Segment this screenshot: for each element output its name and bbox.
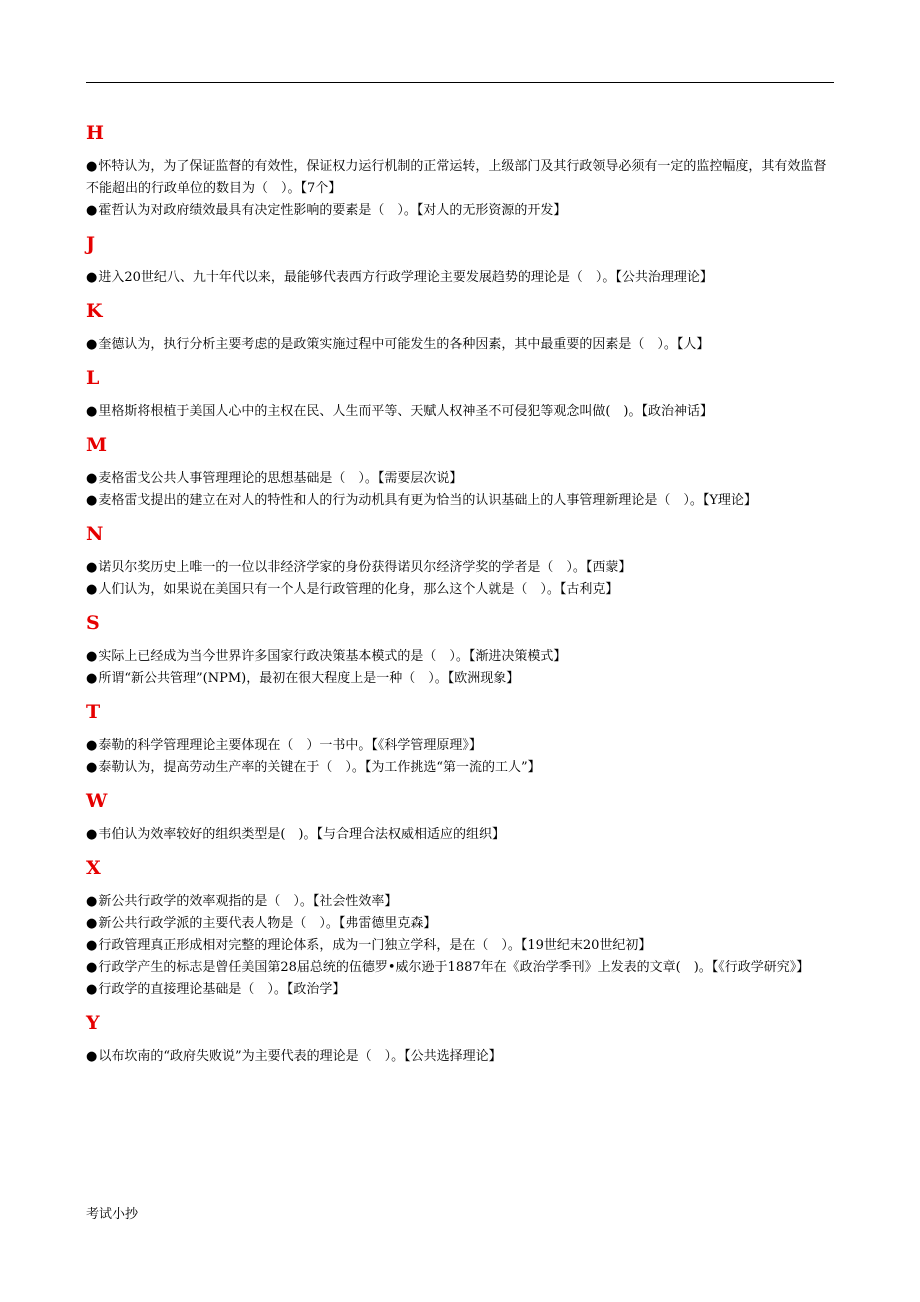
question-text: 诺贝尔奖历史上唯一的一位以非经济学家的身份获得诺贝尔经济学奖的学者是（ ）。【西蒙】 — [98, 560, 632, 575]
section-letter: J — [86, 233, 95, 255]
section-w — [86, 790, 834, 846]
document-body — [86, 118, 834, 1068]
question-item — [86, 200, 834, 222]
question-item — [86, 935, 834, 957]
page-footer: 考试小抄 — [86, 1207, 139, 1222]
question-text: 怀特认为，为了保证监督的有效性，保证权力运行机制的正常运转，上级部门及其行政领导必须有一定的监控幅度，其有效监督不能超出的行政单位的数目为（ ）。【7个】 — [86, 159, 827, 196]
question-item — [86, 957, 834, 979]
question-item — [86, 757, 834, 779]
header-rule — [86, 82, 834, 83]
question-item — [86, 156, 834, 200]
question-list — [86, 468, 834, 512]
section-letter: T — [86, 701, 101, 723]
question-text: 奎德认为，执行分析主要考虑的是政策实施过程中可能发生的各种因素，其中最重要的因素是（ ）。【人】 — [98, 337, 710, 352]
question-text: 进入20世纪八、九十年代以来，最能够代表西方行政学理论主要发展趋势的理论是（ ）。【公共治理理论】 — [98, 270, 713, 285]
question-item — [86, 579, 834, 601]
section-h — [86, 122, 834, 222]
question-text: 麦格雷戈公共人事管理理论的思想基础是（ ）。【需要层次说】 — [98, 471, 463, 486]
question-item — [86, 979, 834, 1001]
question-text: 霍哲认为对政府绩效最具有决定性影响的要素是（ ）。【对人的无形资源的开发】 — [98, 203, 567, 218]
bullet-icon: ● — [86, 471, 98, 486]
bullet-icon: ● — [86, 203, 98, 218]
question-text: 泰勒的科学管理理论主要体现在（ ）一书中。【《科学管理原理》】 — [98, 738, 482, 753]
section-letter: M — [86, 434, 108, 456]
bullet-icon: ● — [86, 916, 98, 931]
question-text: 人们认为，如果说在美国只有一个人是行政管理的化身，那么这个人就是（ ）。【古利克】 — [98, 582, 619, 597]
bullet-icon: ● — [86, 671, 98, 686]
question-list — [86, 156, 834, 222]
bullet-icon: ● — [86, 560, 98, 575]
question-text: 行政管理真正形成相对完整的理论体系，成为一门独立学科，是在（ ）。【19世纪末20世纪初】 — [98, 938, 652, 953]
bullet-icon: ● — [86, 738, 98, 753]
question-item — [86, 401, 834, 423]
question-item — [86, 735, 834, 757]
question-text: 泰勒认为，提高劳动生产率的关键在于（ ）。【为工作挑选“第一流的工人”】 — [98, 760, 541, 775]
bullet-icon: ● — [86, 894, 98, 909]
section-letter: S — [86, 612, 100, 634]
question-list — [86, 646, 834, 690]
question-item — [86, 468, 834, 490]
bullet-icon: ● — [86, 760, 98, 775]
question-text: 新公共行政学的效率观指的是（ ）。【社会性效率】 — [98, 894, 398, 909]
question-item — [86, 267, 834, 289]
bullet-icon: ● — [86, 404, 98, 419]
bullet-icon: ● — [86, 960, 98, 975]
question-list — [86, 267, 834, 289]
question-text: 行政学的直接理论基础是（ ）。【政治学】 — [98, 982, 346, 997]
question-text: 麦格雷戈提出的建立在对人的特性和人的行为动机具有更为恰当的认识基础上的人事管理新理论是（ ）。【Y理论】 — [98, 493, 757, 508]
question-text: 韦伯认为效率较好的组织类型是( )。【与合理合法权威相适应的组织】 — [98, 827, 505, 842]
bullet-icon: ● — [86, 582, 98, 597]
question-text: 所谓“新公共管理”(NPM)，最初在很大程度上是一种（ ）。【欧洲现象】 — [98, 671, 520, 686]
section-n — [86, 523, 834, 601]
section-t — [86, 701, 834, 779]
question-item — [86, 824, 834, 846]
question-list — [86, 557, 834, 601]
question-item — [86, 334, 834, 356]
bullet-icon: ● — [86, 1049, 98, 1064]
bullet-icon: ● — [86, 827, 98, 842]
bullet-icon: ● — [86, 938, 98, 953]
section-y — [86, 1012, 834, 1068]
question-item — [86, 668, 834, 690]
question-list — [86, 1046, 834, 1068]
question-text: 以布坎南的“政府失败说”为主要代表的理论是（ ）。【公共选择理论】 — [98, 1049, 502, 1064]
question-item — [86, 913, 834, 935]
section-k — [86, 300, 834, 356]
section-letter: Y — [86, 1012, 100, 1034]
question-list — [86, 334, 834, 356]
question-list — [86, 401, 834, 423]
section-letter: N — [86, 523, 104, 545]
question-item — [86, 490, 834, 512]
section-letter: X — [86, 857, 101, 879]
question-list — [86, 824, 834, 846]
bullet-icon: ● — [86, 982, 98, 997]
question-item — [86, 557, 834, 579]
question-item — [86, 891, 834, 913]
section-letter: L — [86, 367, 100, 389]
question-item — [86, 646, 834, 668]
question-text: 行政学产生的标志是曾任美国第28届总统的伍德罗•威尔逊于1887年在《政治学季刊》上发表的文章( )。【《行政学研究》】 — [98, 960, 810, 975]
bullet-icon: ● — [86, 270, 98, 285]
section-x — [86, 857, 834, 1001]
question-list — [86, 735, 834, 779]
question-text: 里格斯将根植于美国人心中的主权在民、人生而平等、天赋人权神圣不可侵犯等观念叫做( )。【政治神话】 — [98, 404, 713, 419]
question-text: 新公共行政学派的主要代表人物是（ ）。【弗雷德里克森】 — [98, 916, 437, 931]
section-l — [86, 367, 834, 423]
section-j — [86, 233, 834, 289]
section-m — [86, 434, 834, 512]
section-letter: H — [86, 122, 104, 144]
section-s — [86, 612, 834, 690]
section-letter: K — [86, 300, 103, 322]
bullet-icon: ● — [86, 159, 98, 174]
bullet-icon: ● — [86, 649, 98, 664]
question-item — [86, 1046, 834, 1068]
question-text: 实际上已经成为当今世界许多国家行政决策基本模式的是（ ）。【渐进决策模式】 — [98, 649, 567, 664]
section-letter: W — [86, 790, 108, 812]
bullet-icon: ● — [86, 337, 98, 352]
question-list — [86, 891, 834, 1001]
bullet-icon: ● — [86, 493, 98, 508]
